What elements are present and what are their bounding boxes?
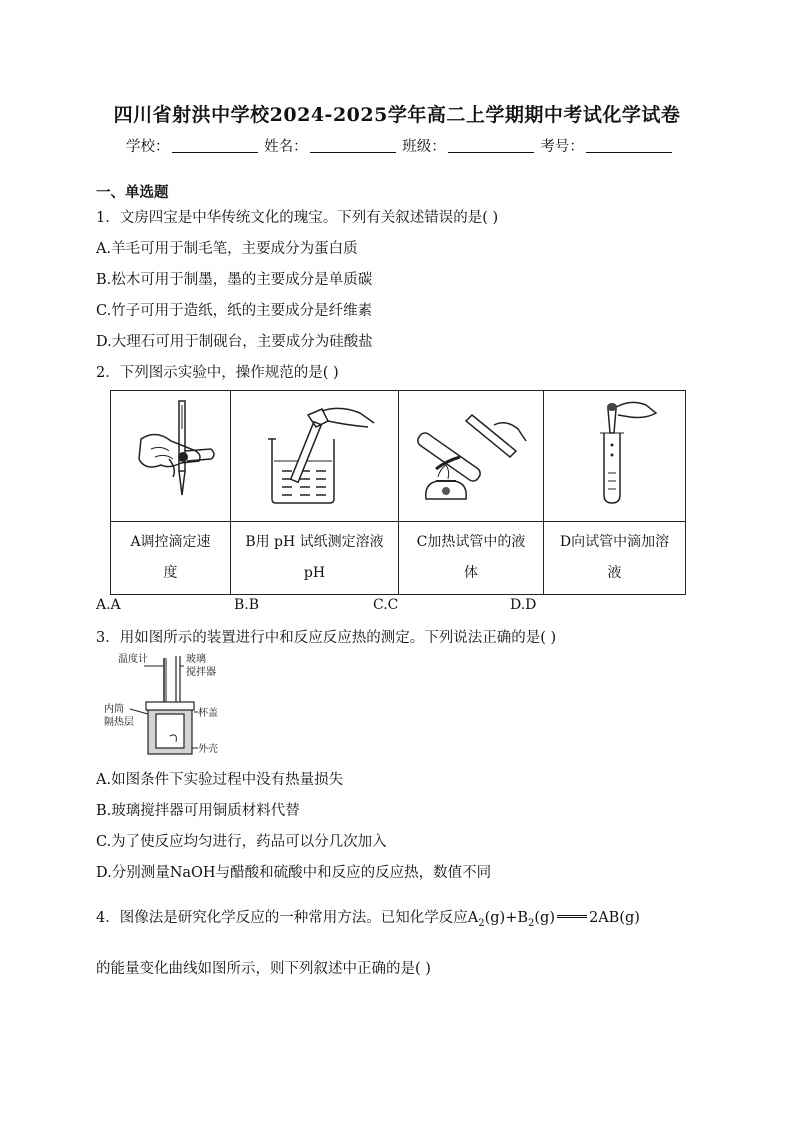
class-label: 班级： (402, 139, 446, 155)
ph-paper-beaker-icon (250, 399, 380, 509)
question-4-stem-line1: 4．图像法是研究化学反应的一种常用方法。已知化学反应$A_2(g)+B_2(g)$ 2AB(g) (96, 910, 640, 929)
figure-b-cell (231, 391, 399, 522)
question-1-stem: 1．文房四宝是中华传统文化的瑰宝。下列有关叙述错误的是( ) (96, 210, 499, 226)
question-2-choice-b: B.B (234, 597, 260, 613)
inner-label-line2: 隔热层 (104, 717, 134, 728)
question-1-option-a: A.羊毛可用于制毛笔，主要成分为蛋白质 (96, 241, 358, 257)
thermometer-label: 温度计 (118, 654, 148, 665)
heat-test-tube-icon (406, 399, 536, 509)
school-label: 学校： (126, 139, 170, 155)
number-label: 考号： (540, 139, 584, 155)
question-2-choice-a: A.A (96, 597, 121, 613)
name-blank[interactable] (310, 138, 396, 153)
figure-d-caption: D向试管中滴加溶 液 (544, 522, 686, 595)
school-blank[interactable] (172, 138, 258, 153)
glass-label-line1: 玻璃 (186, 654, 206, 665)
student-info-line (126, 135, 674, 156)
question-3-stem: 3．用如图所示的装置进行中和反应反应热的测定。下列说法正确的是( ) (96, 630, 557, 646)
figure-b-caption: B用 pH 试纸测定溶液 pH (231, 522, 399, 595)
figure-c-cell (399, 391, 544, 522)
figure-c-caption: C加热试管中的液 体 (399, 522, 544, 595)
lid-label: 杯盖 (198, 708, 218, 719)
question-1-option-c: C.竹子可用于造纸，纸的主要成分是纤维素 (96, 303, 373, 319)
calorimeter-diagram (104, 652, 234, 762)
figure-a-caption: A调控滴定速 度 (111, 522, 231, 595)
figure-d-cell (544, 391, 686, 522)
question-1-option-d: D.大理石可用于制砚台，主要成分为硅酸盐 (96, 334, 373, 350)
question-2-figure-table (110, 390, 686, 595)
inner-label-line1: 内筒 (104, 704, 124, 715)
question-1-option-b: B.松木可用于制墨，墨的主要成分是单质碳 (96, 272, 373, 288)
equilibrium-line-icon (557, 915, 587, 918)
name-label: 姓名： (264, 139, 308, 155)
shell-label: 外壳 (198, 744, 218, 755)
number-blank[interactable] (586, 138, 672, 153)
dropper-test-tube-icon (560, 399, 670, 509)
question-3-option-b: B.玻璃搅拌器可用铜质材料代替 (96, 803, 300, 819)
question-2-choice-d: D.D (510, 597, 537, 613)
question-4-stem-line2: 的能量变化曲线如图所示，则下列叙述中正确的是( ) (96, 961, 431, 977)
question-2-choice-c: C.C (373, 597, 399, 613)
burette-titration-icon (121, 399, 221, 509)
question-3-option-d: D.分别测量NaOH与醋酸和硫酸中和反应的反应热，数值不同 (96, 865, 492, 881)
question-3-option-a: A.如图条件下实验过程中没有热量损失 (96, 772, 344, 788)
question-3-option-c: C.为了使反应均匀进行，药品可以分几次加入 (96, 834, 387, 850)
question-2-stem: 2．下列图示实验中，操作规范的是( ) (96, 365, 339, 381)
figure-a-cell (111, 391, 231, 522)
page-title: 四川省射洪中学校2024-2025学年高二上学期期中考试化学试卷 (113, 104, 681, 126)
class-blank[interactable] (448, 138, 534, 153)
section-heading: 一、单选题 (96, 184, 169, 201)
glass-label-line2: 搅拌器 (186, 667, 216, 678)
